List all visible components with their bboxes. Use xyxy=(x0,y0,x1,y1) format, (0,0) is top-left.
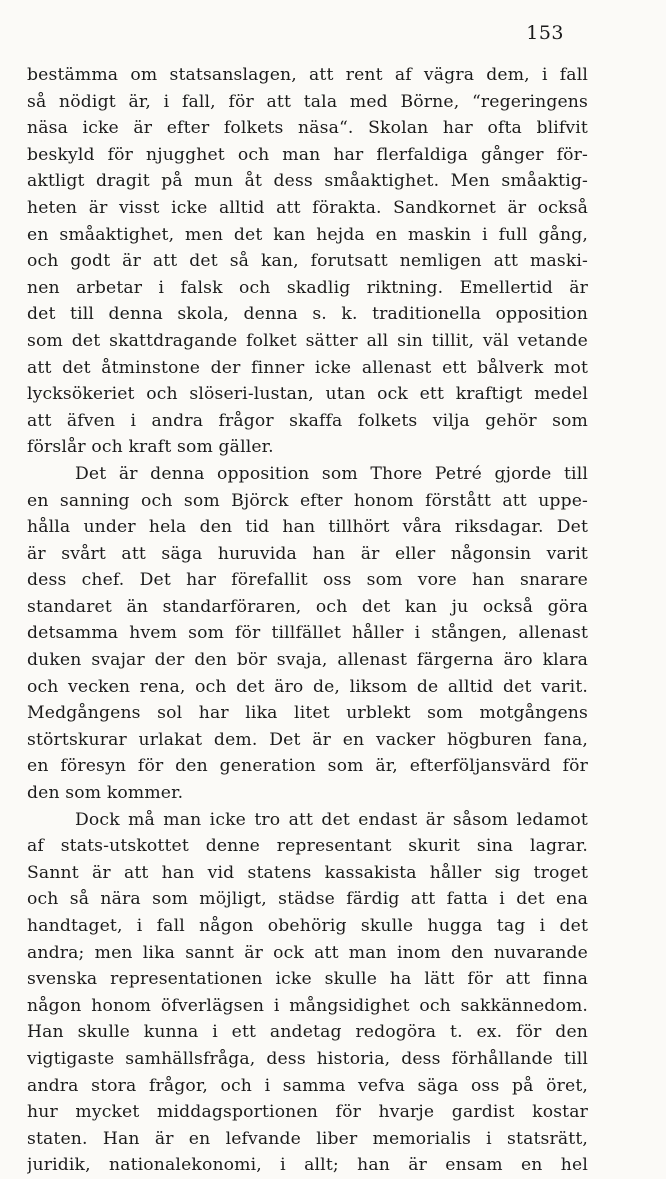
text-line: aktligt dragit på mun åt dess småaktighet. Men småaktig- xyxy=(27,171,588,192)
text-line: duken svajar der den bör svaja, allenast färgerna äro klara xyxy=(27,650,588,671)
text-line: beskyld för njugghet och man har flerfaldiga gånger för- xyxy=(27,144,588,165)
text-line: Sannt är att han vid statens kassakista håller sig troget xyxy=(27,862,588,883)
text-line: Det är denna opposition som Thore Petré gjorde till xyxy=(75,463,588,484)
text-line: någon honom öfverlägsen i mångsidighet och sakkännedom. xyxy=(27,995,588,1016)
text-line: att äfven i andra frågor skaffa folkets vilja gehör som xyxy=(27,410,588,431)
text-line: att det åtminstone der finner icke allenast ett bålverk mot xyxy=(27,357,588,378)
text-line: nen arbetar i falsk och skadlig riktning. Emellertid är xyxy=(27,277,588,298)
text-line: den som kommer. xyxy=(27,783,184,804)
text-line: Dock må man icke tro att det endast är såsom ledamot xyxy=(75,809,588,830)
text-line: hålla under hela den tid han tillhört våra riksdagar. Det xyxy=(27,517,588,538)
page-number: 153 xyxy=(526,22,564,44)
text-line: heten är visst icke alltid att förakta. Sandkornet är också xyxy=(27,197,588,218)
text-line: lycksökeriet och slöseri-lustan, utan ock ett kraftigt medel xyxy=(27,384,588,405)
text-line: staten. Han är en lefvande liber memorialis i statsrätt, xyxy=(27,1128,588,1149)
body-text xyxy=(27,62,588,1179)
text-line: vigtigaste samhällsfråga, dess historia, dess förhållande till xyxy=(27,1048,588,1069)
text-line: det till denna skola, denna s. k. traditionella opposition xyxy=(27,304,588,325)
text-line: Medgångens sol har lika litet urblekt som motgångens xyxy=(27,703,588,724)
text-line: dess chef. Det har förefallit oss som vore han snarare xyxy=(27,570,588,591)
text-line: handtaget, i fall någon obehörig skulle hugga tag i det xyxy=(27,916,588,936)
text-line: Han skulle kunna i ett andetag redogöra t. ex. för den xyxy=(27,1022,588,1043)
text-line: standaret än standarföraren, och det kan ju också göra xyxy=(27,596,588,617)
text-line: andra stora frågor, och i samma vefva säga oss på öret, xyxy=(27,1075,588,1096)
text-line: hur mycket middagsportionen för hvarje gardist kostar xyxy=(27,1102,588,1123)
text-line: så nödigt är, i fall, för att tala med Börne, “regeringens xyxy=(27,91,588,112)
text-line: en sanning och som Björck efter honom förstått att uppe- xyxy=(27,490,588,511)
text-line: andra; men lika sannt är ock att man inom den nuvarande xyxy=(27,942,588,963)
text-line: juridik, nationalekonomi, i allt; han är ensam en hel xyxy=(27,1155,588,1176)
text-line: detsamma hvem som för tillfället håller i stången, allenast xyxy=(27,623,588,644)
text-line: en småaktighet, men det kan hejda en maskin i full gång, xyxy=(27,224,588,245)
text-line: och så nära som möjligt, städse färdig att fatta i det ena xyxy=(27,889,588,910)
text-line: och vecken rena, och det äro de, liksom de alltid det varit. xyxy=(27,676,588,697)
text-line: förslår och kraft som gäller. xyxy=(27,437,274,458)
text-line: är svårt att säga huruvida han är eller någonsin varit xyxy=(27,543,588,564)
text-line: och godt är att det så kan, forutsatt nemligen att maski- xyxy=(27,251,588,272)
text-line: näsa icke är efter folkets näsa“. Skolan har ofta blifvit xyxy=(27,118,588,139)
text-line: svenska representationen icke skulle ha lätt för att finna xyxy=(27,969,588,990)
text-line: som det skattdragande folket sätter all sin tillit, väl vetande xyxy=(27,330,588,351)
text-line: bestämma om statsanslagen, att rent af vägra dem, i fall xyxy=(27,65,588,85)
text-line: en föresyn för den generation som är, efterföljansvärd för xyxy=(27,756,588,777)
text-line: af stats-utskottet denne representant skurit sina lagrar. xyxy=(27,836,588,857)
text-line: störtskurar urlakat dem. Det är en vacker högburen fana, xyxy=(27,729,588,750)
